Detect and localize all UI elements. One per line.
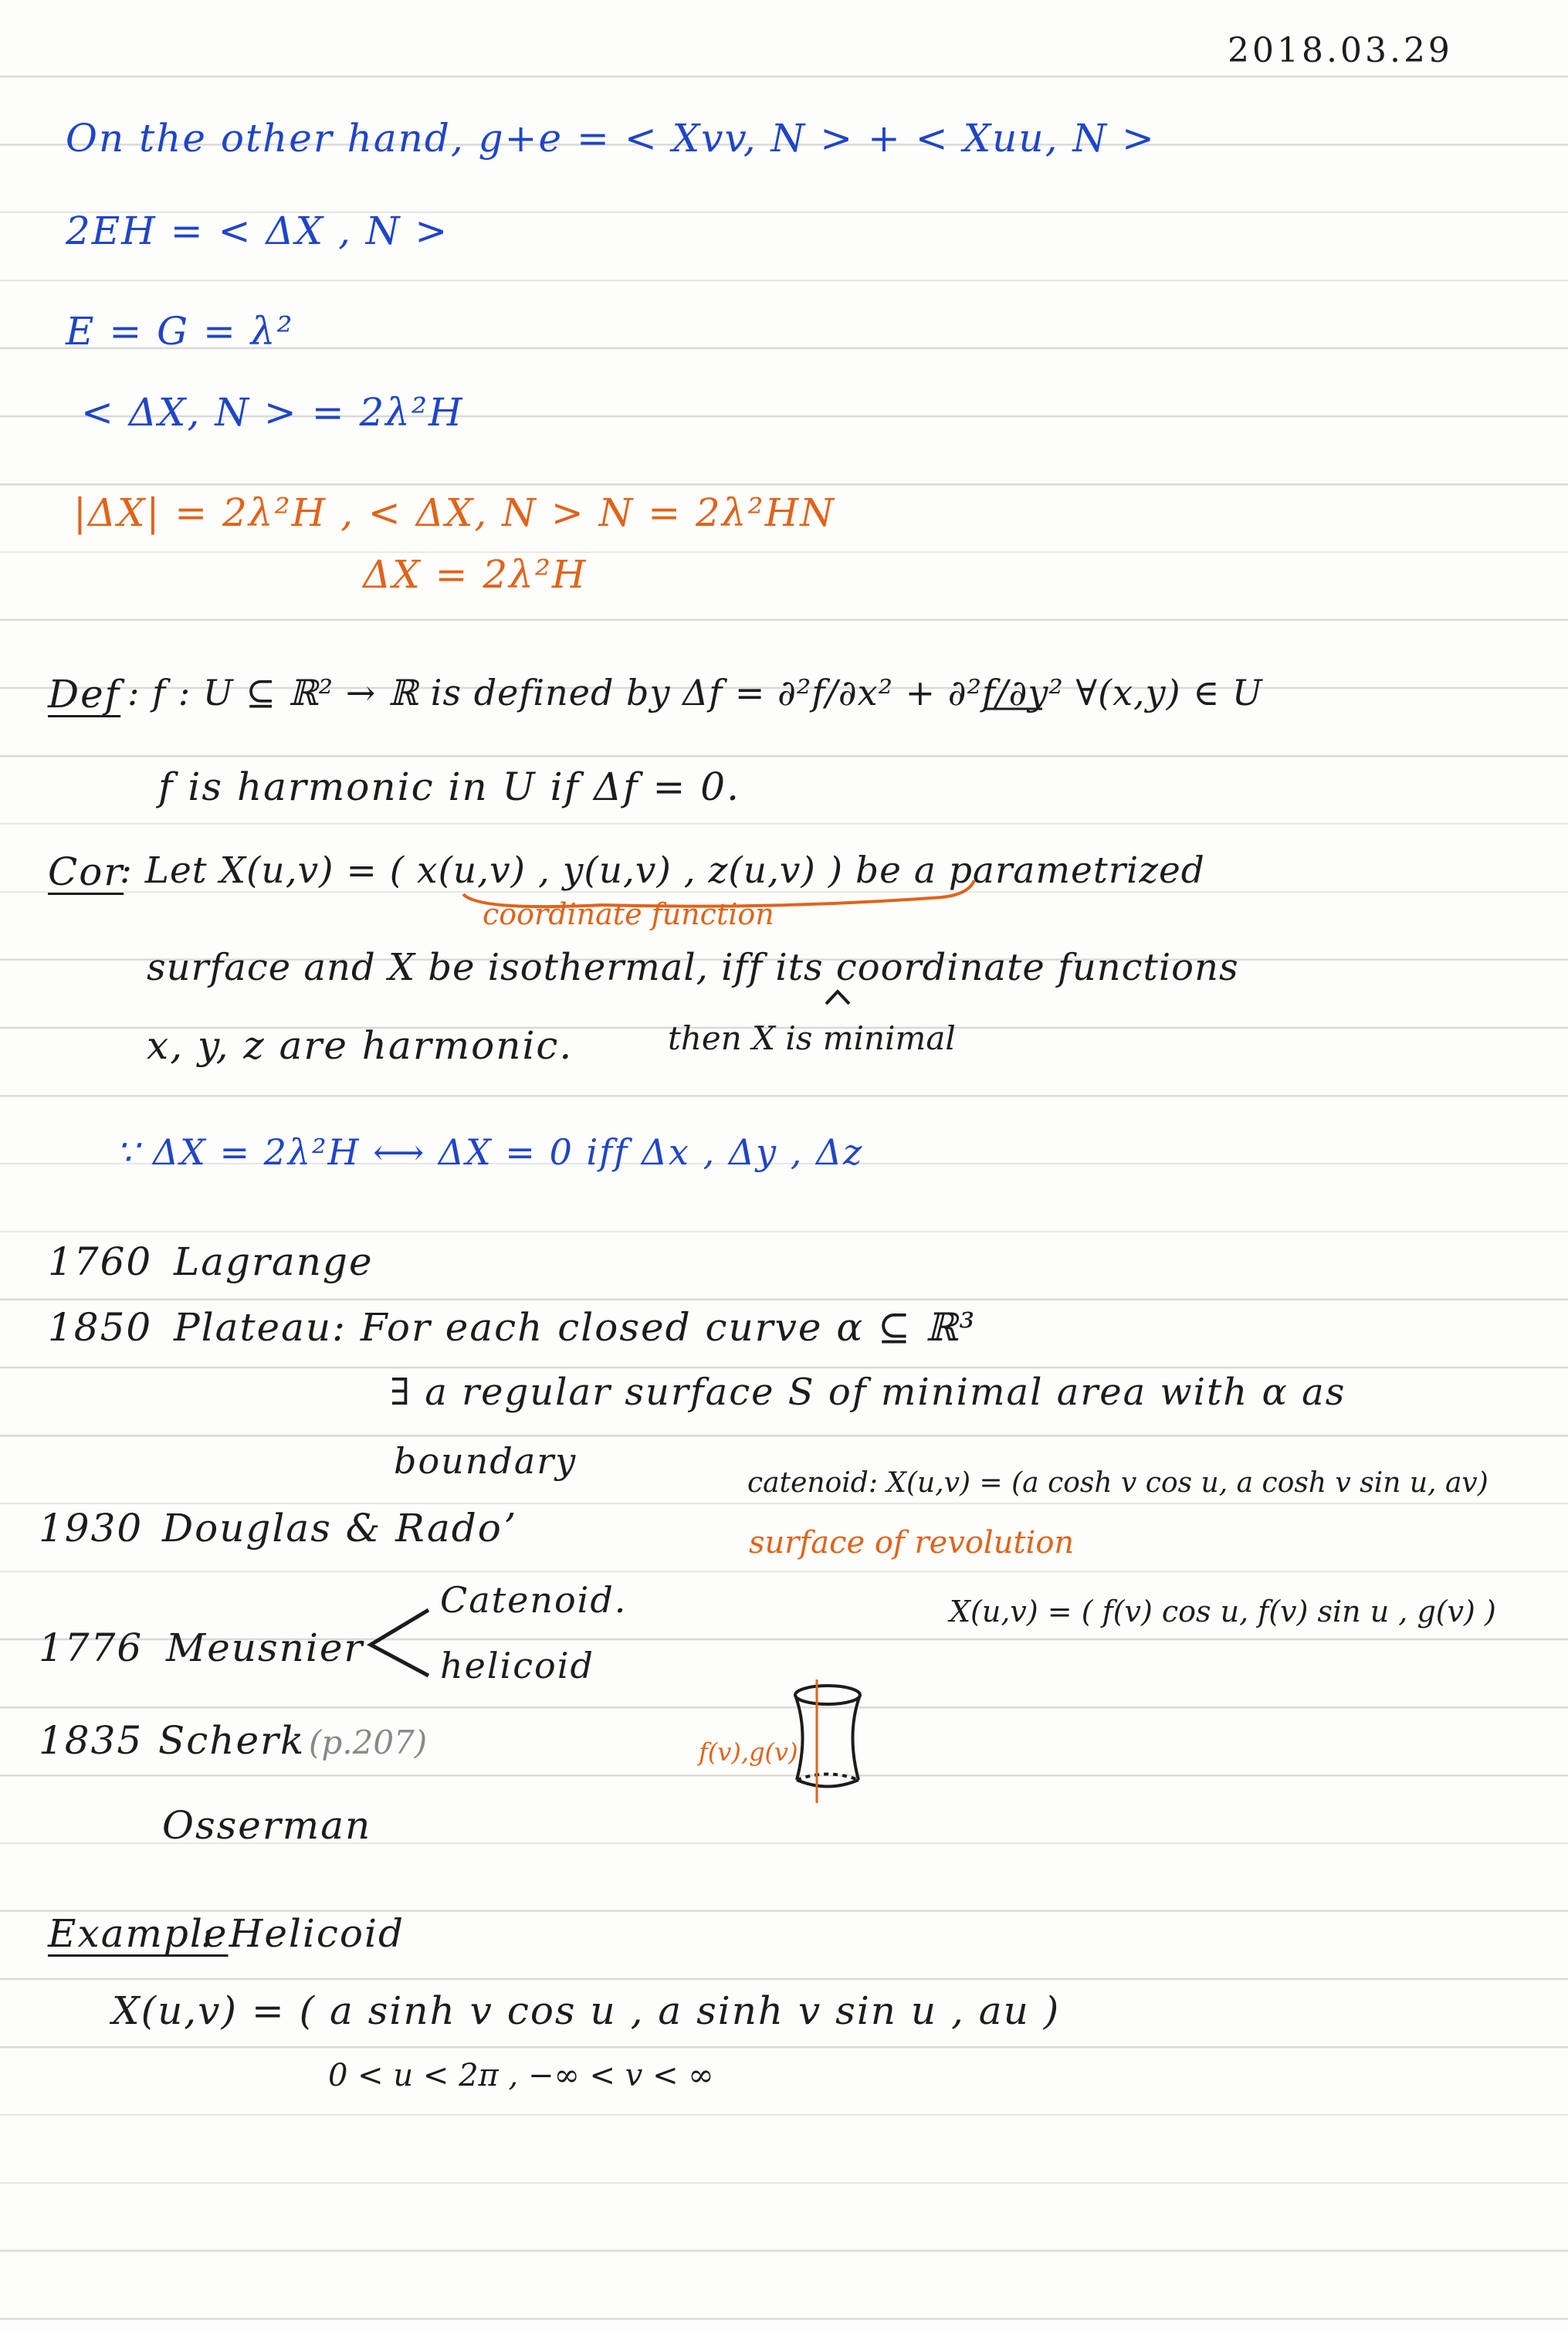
cor-line-3-tail: then X is minimal: [668, 1019, 956, 1057]
history-1776-year: 1776: [39, 1625, 144, 1670]
history-1835-text: Scherk: [158, 1718, 306, 1763]
example-range: 0 < u < 2π , −∞ < v < ∞: [328, 2058, 714, 2093]
def-label: Def: [48, 672, 121, 717]
sketch-label: f(v),g(v): [699, 1737, 798, 1767]
cor-label: Cor: [48, 849, 124, 894]
history-1850-text: Plateau: For each closed curve α ⊆ ℝ³: [174, 1305, 977, 1350]
history-1835-year: 1835: [39, 1718, 144, 1763]
history-1930-year: 1930: [39, 1506, 144, 1551]
example-label: Example: [48, 1911, 229, 1956]
cor-annotation: coordinate function: [483, 897, 774, 931]
cor-line-3: x, y, z are harmonic.: [147, 1023, 574, 1068]
history-plateau-line-3: boundary: [394, 1440, 577, 1482]
meusnier-catenoid: Catenoid.: [440, 1579, 628, 1621]
catenoid-note-line-1: catenoid: X(u,v) = (a cosh v cos u, a cosh v sin u, av): [747, 1467, 1488, 1499]
catenoid-sketch: [795, 1686, 860, 1787]
coordinate-brace: [463, 880, 974, 907]
catenoid-note-line-2: surface of revolution: [749, 1525, 1075, 1561]
history-1850-year: 1850: [48, 1305, 153, 1350]
meusnier-branch: [371, 1610, 428, 1676]
cor-proof: ∵ ΔX = 2λ²H ⟷ ΔX = 0 iff Δx , Δy , Δz: [116, 1131, 864, 1173]
scherk-reference: (p.207): [309, 1724, 428, 1761]
history-1760-text: Lagrange: [174, 1239, 374, 1284]
example-title: : Helicoid: [201, 1911, 405, 1956]
line-other-hand: On the other hand, g+e = < Xvv, N > + < Xuu, N >: [66, 116, 1156, 161]
date: 2018.03.29: [1228, 31, 1453, 70]
meusnier-helicoid: helicoid: [440, 1645, 594, 1686]
cor-line-2: surface and X be isothermal, iff its coordinate functions: [147, 946, 1239, 989]
line-laplacian-n: < ΔX, N > = 2λ²H: [81, 390, 464, 435]
history-1930-text: Douglas & Radoʼ: [162, 1506, 516, 1551]
line-e-g-lambda: E = G = λ²: [66, 309, 294, 354]
history-osserman: Osserman: [162, 1803, 372, 1848]
insert-caret: [826, 991, 849, 1004]
def-line-2: f is harmonic in U if Δf = 0.: [158, 764, 740, 809]
line-abs-laplacian: |ΔX| = 2λ²H , < ΔX, N > N = 2λ²HN: [73, 490, 835, 535]
line-laplacian-x: ΔX = 2λ²H: [363, 552, 588, 597]
history-1760-year: 1760: [48, 1239, 153, 1284]
example-formula: X(u,v) = ( a sinh v cos u , a sinh v sin u , au ): [112, 1988, 1061, 2033]
line-2eh: 2EH = < ΔX , N >: [66, 208, 449, 253]
cor-line-1: : Let X(u,v) = ( x(u,v) , y(u,v) , z(u,v) ) be a parametrized: [120, 849, 1205, 892]
history-1776-text: Meusnier: [166, 1625, 364, 1670]
catenoid-note-line-3: X(u,v) = ( f(v) cos u, f(v) sin u , g(v) ): [950, 1595, 1496, 1629]
def-line-1: : f : U ⊆ ℝ² → ℝ is defined by Δf = ∂²f/∂x² + ∂²f/∂y² ∀(x,y) ∈ U: [127, 672, 1263, 713]
history-plateau-line-2: ∃ a regular surface S of minimal area with α as: [390, 1371, 1346, 1414]
